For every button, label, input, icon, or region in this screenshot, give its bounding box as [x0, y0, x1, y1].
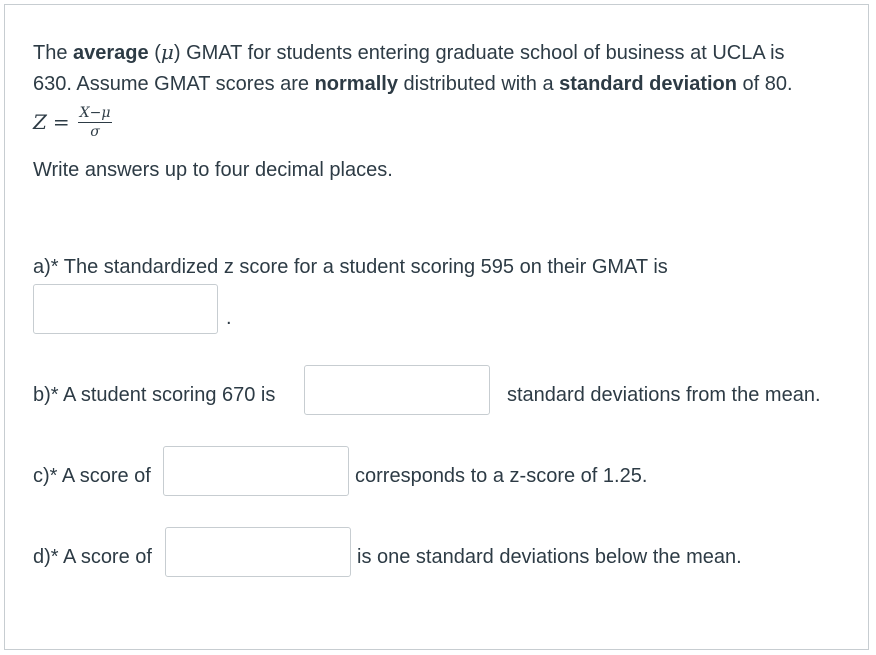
intro-bold-average: average	[73, 42, 149, 64]
answer-a-input[interactable]	[33, 284, 218, 334]
question-b-suffix: standard deviations from the mean.	[507, 384, 821, 406]
question-c-suffix: corresponds to a z-score of 1.25.	[355, 465, 648, 487]
question-a-prompt: a)* The standardized z score for a student scoring 595 on their GMAT is	[33, 256, 668, 278]
intro-text: ) GMAT for students entering graduate school of business at UCLA is	[173, 42, 785, 64]
intro-text: 630. Assume GMAT scores are	[33, 73, 315, 95]
instructions-text: Write answers up to four decimal places.	[33, 159, 393, 181]
answer-b-input[interactable]	[304, 365, 490, 415]
formula-denominator: σ	[90, 123, 100, 140]
intro-bold-standard-deviation: standard deviation	[559, 73, 737, 95]
intro-text: The	[33, 42, 74, 64]
question-d-suffix: is one standard deviations below the mean.	[357, 546, 742, 568]
answer-d-input[interactable]	[165, 527, 351, 577]
formula-equals: =	[52, 110, 70, 134]
intro-line-2	[33, 72, 793, 96]
intro-text: of 80.	[736, 73, 793, 95]
question-b-prefix: b)* A student scoring 670 is	[33, 384, 276, 406]
answer-c-input[interactable]	[163, 446, 349, 496]
formula-lhs: Z	[33, 110, 47, 134]
z-score-formula	[33, 100, 112, 144]
intro-line-1	[33, 40, 785, 65]
question-c-prefix: c)* A score of	[33, 465, 151, 487]
intro-bold-normally: normally	[314, 73, 398, 95]
mu-symbol: μ	[160, 40, 174, 64]
question-d-prefix: d)* A score of	[33, 546, 152, 568]
formula-fraction	[78, 105, 113, 140]
formula-numerator: X−μ	[79, 104, 111, 121]
question-a-period: .	[226, 307, 232, 329]
intro-text: distributed with a	[397, 73, 560, 95]
fraction-bar	[78, 122, 113, 123]
intro-text: (	[148, 42, 161, 64]
